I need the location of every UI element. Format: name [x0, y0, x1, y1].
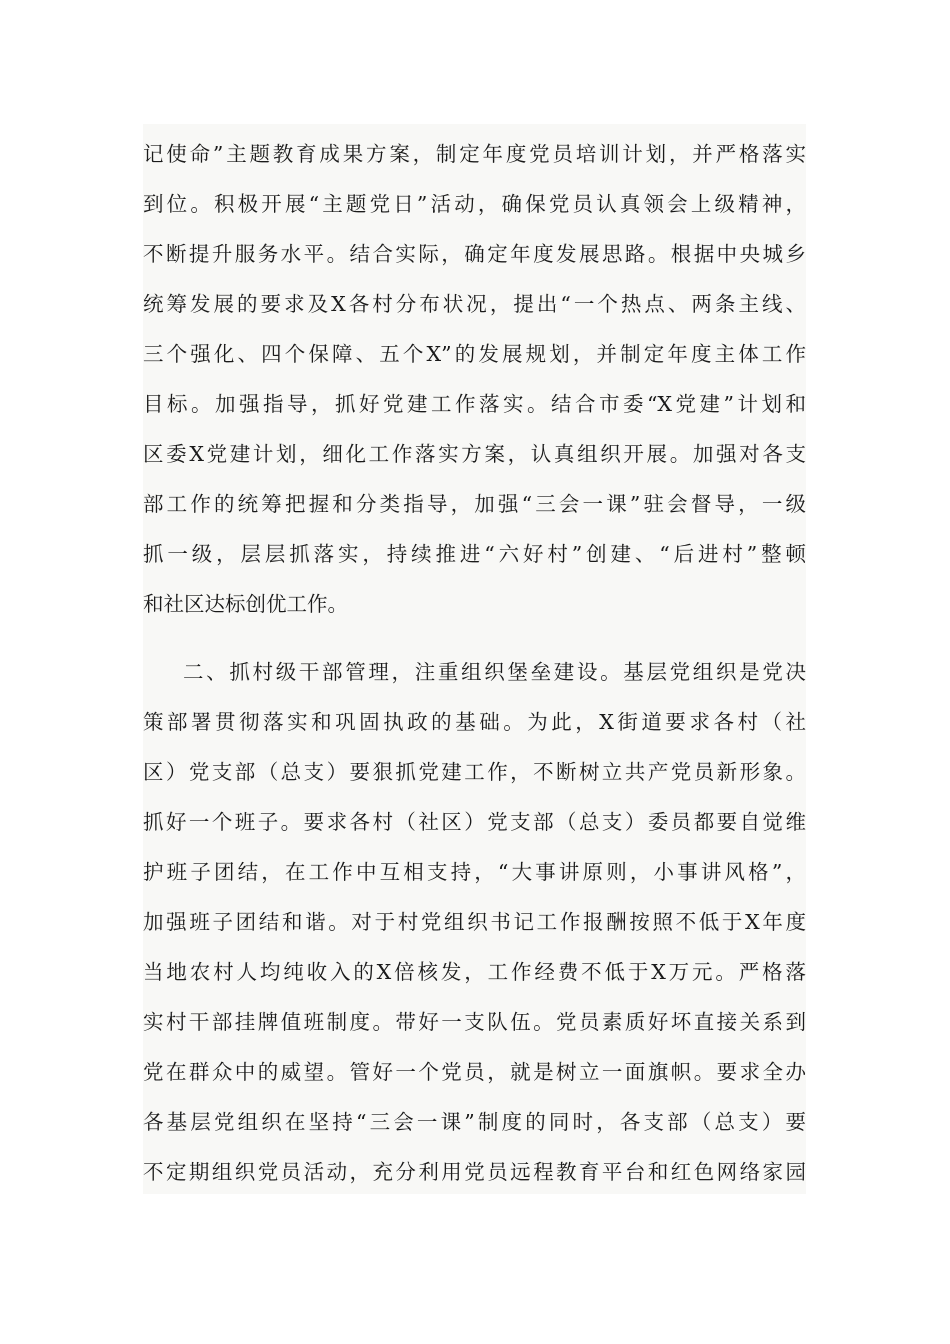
paragraph-2-line-4: 抓好一个班子。要求各村（社区）党支部（总支）委员都要自觉维 — [143, 810, 806, 834]
paragraph-2-line-2: 策部署贯彻落实和巩固执政的基础。为此，X街道要求各村（社 — [143, 710, 806, 734]
paragraph-2-line-5: 护班子团结，在工作中互相支持，“大事讲原则，小事讲风格”， — [143, 860, 806, 884]
paragraph-1-line-10: 和社区达标创优工作。 — [143, 592, 348, 616]
paragraph-1-line-5: 三个强化、四个保障、五个X”的发展规划，并制定年度主体工作 — [143, 342, 806, 366]
paragraph-2-line-3: 区）党支部（总支）要狠抓党建工作，不断树立共产党员新形象。 — [143, 760, 806, 784]
paragraph-2-line-10: 各基层党组织在坚持“三会一课”制度的同时，各支部（总支）要 — [143, 1110, 806, 1134]
paragraph-1-line-8: 部工作的统筹把握和分类指导，加强“三会一课”驻会督导，一级 — [143, 492, 806, 516]
paragraph-1-line-9: 抓一级，层层抓落实，持续推进“六好村”创建、“后进村”整顿 — [143, 542, 806, 566]
paragraph-2-line-6: 加强班子团结和谐。对于村党组织书记工作报酬按照不低于X年度 — [143, 910, 806, 934]
paragraph-1-line-3: 不断提升服务水平。结合实际，确定年度发展思路。根据中央城乡 — [143, 242, 806, 266]
paragraph-1-line-7: 区委X党建计划，细化工作落实方案，认真组织开展。加强对各支 — [143, 442, 806, 466]
paragraph-2-line-1: 二、抓村级干部管理，注重组织堡垒建设。基层党组织是党决 — [183, 660, 806, 684]
document-page — [143, 124, 806, 1194]
paragraph-2-line-8: 实村干部挂牌值班制度。带好一支队伍。党员素质好坏直接关系到 — [143, 1010, 806, 1034]
paragraph-2-line-9: 党在群众中的威望。管好一个党员，就是树立一面旗帜。要求全办 — [143, 1060, 806, 1084]
paragraph-2-line-11: 不定期组织党员活动，充分利用党员远程教育平台和红色网络家园 — [143, 1160, 806, 1184]
paragraph-1-line-1: 记使命”主题教育成果方案，制定年度党员培训计划，并严格落实 — [143, 142, 806, 166]
paragraph-1-line-4: 统筹发展的要求及X各村分布状况，提出“一个热点、两条主线、 — [143, 292, 806, 316]
paragraph-1-line-6: 目标。加强指导，抓好党建工作落实。结合市委“X党建”计划和 — [143, 392, 806, 416]
paragraph-2-line-7: 当地农村人均纯收入的X倍核发，工作经费不低于X万元。严格落 — [143, 960, 806, 984]
paragraph-1-line-2: 到位。积极开展“主题党日”活动，确保党员认真领会上级精神， — [143, 192, 806, 216]
